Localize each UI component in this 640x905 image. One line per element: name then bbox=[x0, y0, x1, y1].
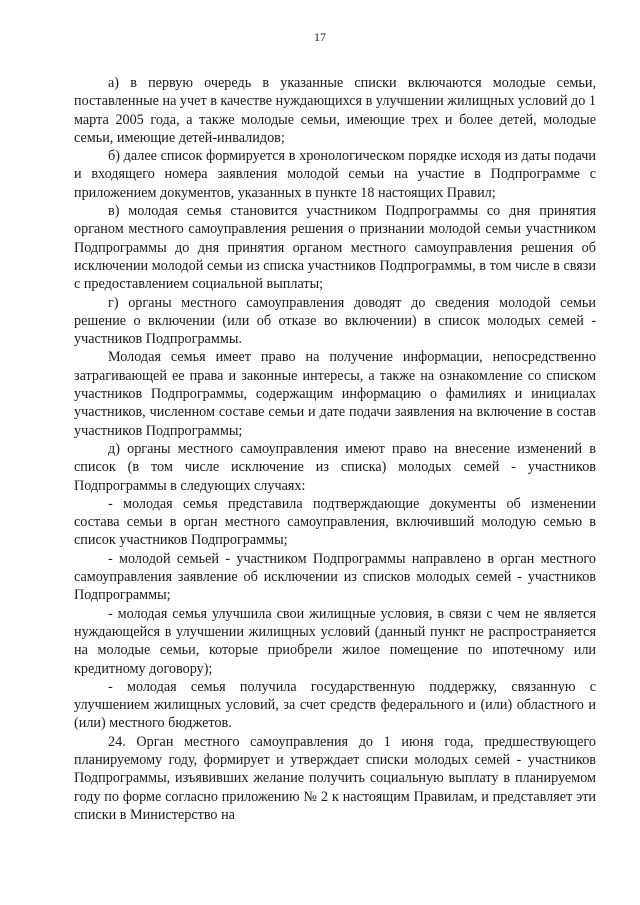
paragraph-item-d: д) органы местного самоуправления имеют право на внесение изменений в список (в том числе исключение из списка) молодых семей - участников Подпрограммы в следующих случаях: bbox=[74, 440, 596, 494]
list-item-exclusion-request: - молодой семьей - участником Подпрограммы направлено в орган местного самоуправления заявление об исключении из списков молодых семей - участников Подпрограммы; bbox=[74, 550, 596, 604]
list-item-state-support: - молодая семья получила государственную поддержку, связанную с улучшением жилищных условий, за счет средств федерального и (или) областного и (или) местного бюджетов. bbox=[74, 678, 596, 732]
document-body bbox=[74, 74, 596, 824]
paragraph-item-g: г) органы местного самоуправления доводят до сведения молодой семьи решение о включении (или об отказе во включении) в список молодых семей - участников Подпрограммы. bbox=[74, 294, 596, 348]
paragraph-item-v: в) молодая семья становится участником Подпрограммы со дня принятия органом местного самоуправления решения о признании молодой семьи участником Подпрограммы до дня принятия органом местного самоуправления решения об исключении молодой семьи из списка участников Подпрограммы, в том числе в связи с предоставлением социальной выплаты; bbox=[74, 203, 596, 293]
list-item-family-composition: - молодая семья представила подтверждающие документы об изменении состава семьи в орган местного самоуправления, включивший молодую семью в список участников Подпрограммы; bbox=[74, 495, 596, 549]
paragraph-item-a: а) в первую очередь в указанные списки включаются молодые семьи, поставленные на учет в качестве нуждающихся в улучшении жилищных условий до 1 марта 2005 года, а также молодые семьи, имеющие трех и более детей, молодые семьи, имеющие детей-инвалидов; bbox=[74, 75, 596, 146]
page-number: 17 bbox=[314, 30, 326, 44]
paragraph-section-24: 24. Орган местного самоуправления до 1 июня года, предшествующего планируемому году, формирует и утверждает списки молодых семей - участников Подпрограммы, изъявивших желание получить социальную выплату в планируемом году по форме согласно приложению № 2 к настоящим Правилам, и представляет эти списки в Министерство на bbox=[74, 733, 596, 823]
paragraph-item-b: б) далее список формируется в хронологическом порядке исходя из даты подачи и входящего номера заявления молодой семьи на участие в Подпрограмме с приложением документов, указанных в пункте 18 настоящих Правил; bbox=[74, 148, 596, 201]
list-item-improved-conditions: - молодая семья улучшила свои жилищные условия, в связи с чем не является нуждающейся в улучшении жилищных условий (данный пункт не распространяется на молодые семьи, которые приобрели жилое помещение по ипотечному или кредитному договору); bbox=[74, 605, 596, 677]
paragraph-information-right: Молодая семья имеет право на получение информации, непосредственно затрагивающей ее права и законные интересы, а также на ознакомление со списком участников Подпрограммы, содержащим информацию о фамилиях и инициалах участников, численном составе семьи и дате подачи заявления на включение в состав участников Подпрограммы; bbox=[74, 349, 596, 439]
